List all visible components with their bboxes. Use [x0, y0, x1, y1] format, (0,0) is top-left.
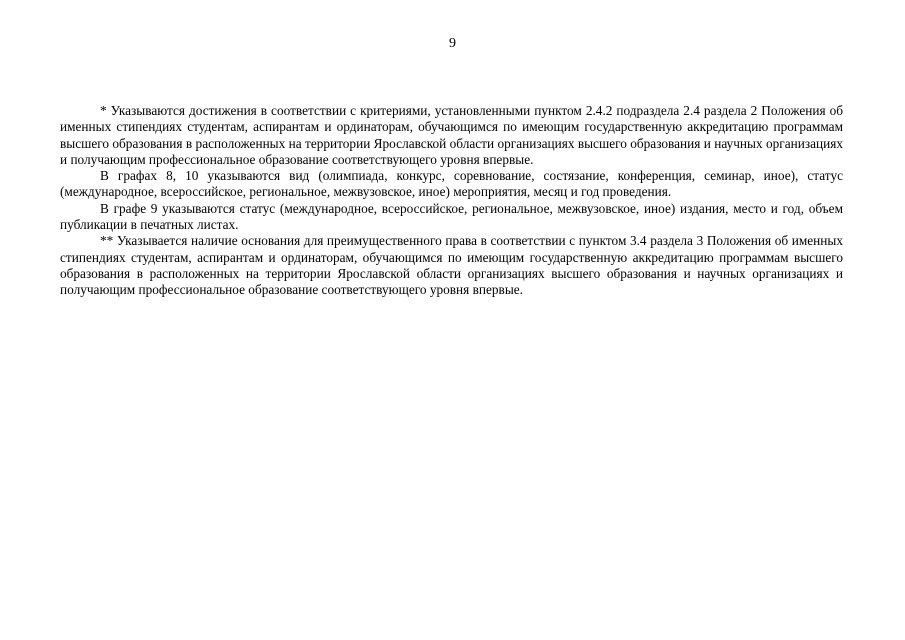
footnote-achievements: * Указываются достижения в соответствии с критериями, установленными пунктом 2.4.2 подраздела 2.4 раздела 2 Положения об именных стипендиях студентам, аспирантам и ординаторам, обучающимся по имеющим государственную аккредитацию программам высшего образования в расположенных на территории Ярославской области организациях высшего образования и научных организациях и получающим профессиональное образование соответствующего уровня впервые. — [60, 103, 843, 167]
note-columns-8-10: В графах 8, 10 указываются вид (олимпиада, конкурс, соревнование, состязание, конференция, семинар, иное), статус (международное, всероссийское, региональное, межвузовское, иное) мероприятия, месяц и год проведения. — [60, 168, 843, 200]
footnotes-section — [60, 103, 843, 299]
note-column-9: В графе 9 указываются статус (международное, всероссийское, региональное, межвузовское, иное) издания, место и год, объем публикации в печатных листах. — [60, 200, 843, 233]
footnote-preferential-right: ** Указывается наличие основания для преимущественного права в соответствии с пунктом 3.4 раздела 3 Положения об именных стипендиях студентам, аспирантам и ординаторам, обучающимся по имеющим государственную аккредитацию программам высшего образования в расположенных на территории Ярославской области организациях высшего образования и научных организациях и получающим профессиональное образование соответствующего уровня впервые. — [60, 233, 843, 298]
page-number: 9 — [449, 36, 456, 51]
